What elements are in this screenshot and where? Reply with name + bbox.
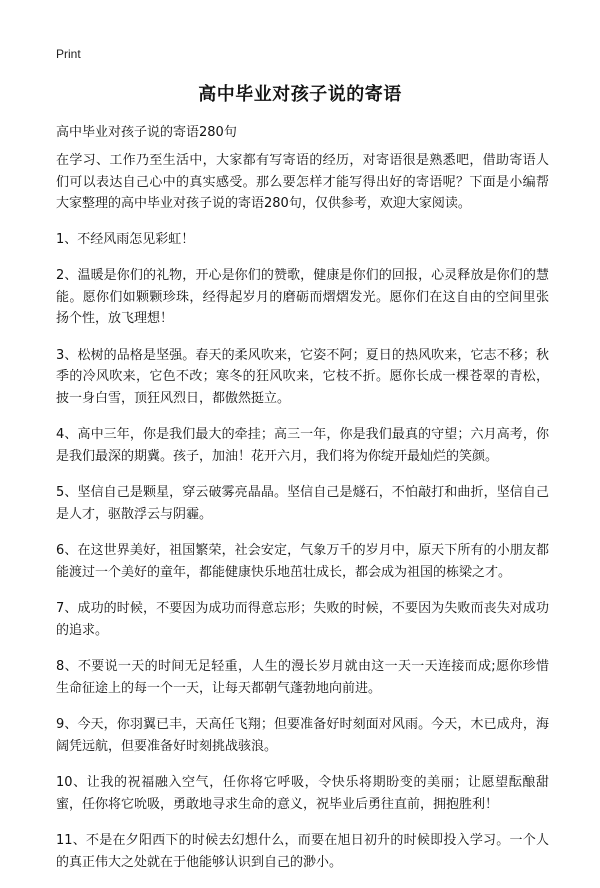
list-item: 7、成功的时候，不要因为成功而得意忘形；失败的时候，不要因为失败而丧失对成功的追求。 xyxy=(56,601,549,638)
list-item: 1、不经风雨怎见彩虹！ xyxy=(56,231,195,247)
list-item: 6、在这世界美好，祖国繁荣，社会安定，气象万千的岁月中，原天下所有的小朋友都能渡过一个美好的童年，都能健康快乐地茁壮成长，都会成为祖国的栋梁之才。 xyxy=(56,543,549,580)
article-body xyxy=(56,150,549,888)
list-item: 5、坚信自己是颗星，穿云破雾亮晶晶。坚信自己是燧石，不怕敲打和曲折，坚信自己是人才，驱散浮云与阴霾。 xyxy=(56,485,549,522)
list-item: 4、高中三年，你是我们最大的牵挂；高三一年，你是我们最真的守望；六月高考，你是我们最深的期冀。孩子，加油！花开六月，我们将为你绽开最灿烂的笑颜。 xyxy=(56,427,549,464)
list-item: 3、松树的品格是坚强。春天的柔风吹来，它姿不阿；夏日的热风吹来，它志不移；秋季的冷风吹来，它色不改；寒冬的狂风吹来，它枝不折。愿你长成一棵苍翠的青松，披一身白雪，顶狂风烈日，都傲然挺立。 xyxy=(56,347,549,406)
list-item: 2、温暖是你们的礼物，开心是你们的赞歌，健康是你们的回报，心灵释放是你们的慧能。愿你们如颗颗珍珠，经得起岁月的磨砺而熠熠发光。愿你们在这自由的空间里张扬个性，放飞理想！ xyxy=(56,268,549,326)
page-subtitle: 高中毕业对孩子说的寄语280句 xyxy=(56,125,237,140)
list-item: 9、今天，你羽翼已丰，天高任飞翔；但要准备好时刻面对风雨。今天，木已成舟，海阔凭远航，但要准备好时刻挑战骇浪。 xyxy=(56,717,549,754)
list-item: 10、让我的祝福融入空气，任你将它呼吸，令快乐将期盼变的美丽；让愿望酝酿甜蜜，任你将它吮吸，勇敢地寻求生命的意义，祝毕业后勇往直前，拥抱胜利！ xyxy=(56,775,549,812)
page-title: 高中毕业对孩子说的寄语 xyxy=(198,84,402,105)
intro-paragraph: 在学习、工作乃至生活中，大家都有写寄语的经历，对寄语很是熟悉吧，借助寄语人们可以表达自己心中的真实感受。那么要怎样才能写得出好的寄语呢？下面是小编帮大家整理的高中毕业对孩子说的寄语280句，仅供参考，欢迎大家阅读。 xyxy=(56,153,549,211)
list-item: 11、不是在夕阳西下的时候去幻想什么，而要在旭日初升的时候即投入学习。一个人的真正伟大之处就在于他能够认识到自己的渺小。 xyxy=(56,833,549,870)
print-link[interactable]: Print xyxy=(56,47,81,61)
list-item: 8、不要说一天的时间无足轻重，人生的漫长岁月就由这一天一天连接而成;愿你珍惜生命征途上的每一个一天，让每天都朝气蓬勃地向前进。 xyxy=(56,659,549,696)
